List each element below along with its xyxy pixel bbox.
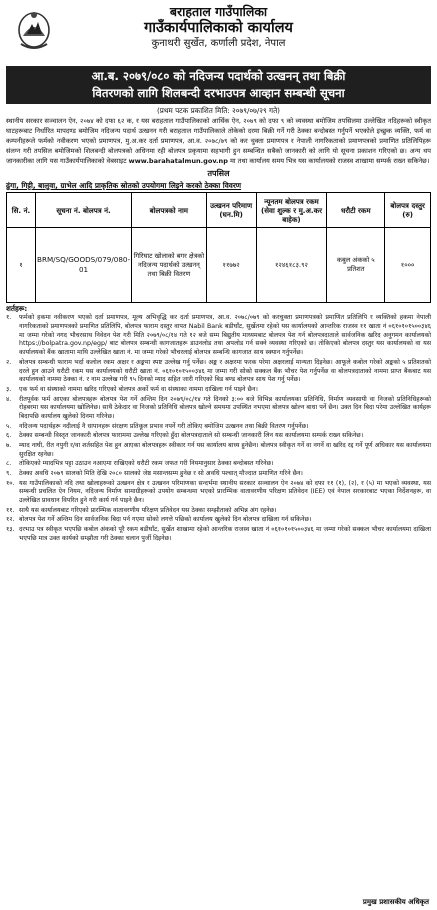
notice-title-line-1: आ.ब. २०७९/०८० को नदिजन्य पदार्थको उत्खनन् तथा बिक्री [91, 69, 346, 83]
list-item [6, 314, 431, 358]
condition-text: बोलपत्र सम्बन्धी फाराम भर्दा कलोल रकम अक्षर र अङ्कमा स्पष्ट उल्लेख गर्नु पर्नेछ। अङ्क र अक्षरमा फरक परेमा अक्षरलाई मान्यता दिइनेछ। आफूले कबोल गरेको अङ्कको ५ प्रतिशतको दरले हुन आउने धरौटी रकम यस कार्यालयको धरौटी खाता नं. ०६१०१०१५००३४६ मा जम्मा गरी सोको सक्कल बैंक भौचर पेश गर्नुपर्नेछ वा बोलपत्रदाताको नाममा प्राप्त बैंकबाट यस कार्यालयको नाममा ठेक्का नं. र नाम उल्लेख गरी ९५ दिनको म्याद सहित जारी गरिएको बिड बण्ड बोलपत्र साथ पेश गर्नु पर्नेछ। [19, 358, 431, 384]
condition-text: फर्मको हकमा नवीकरण भएको दर्ता प्रमाणपत्र, मूल्य अभिवृद्धि कर दर्ता प्रमाणपत्र, आ.व. २०७८/०७९ को करचुक्ता प्रमाणपत्रको प्रमाणित प्रतिलिपि र व्यक्तिको हकमा नेपाली नागरिकताको प्रमाणपत्रको प्रमाणित प्रतिलिपि, बोलपत्र फाराम दस्तुर वापत Nabil Bank बडीघाँट, सुर्खेतमा रहेको यस कार्यालयको आन्तरिक राजस्व ११ खाता नं ०६१०१०१५००३४६ मा जम्मा गरेको नगद भौचरसाथ निवेदन पेश गरी मिति २०७९/०८/१४ गते १२ बजे सम्म बिद्युतीय माध्यमबाट बोलपत्र पेश गर्न बोलपत्रदाताले सार्वजनिक खरिद अनुगमन कार्यालयको https://bolpatra.gov.np/egp/ बाट बोलपत्र सम्बन्धी कागजातहरू डाउनलोड तथा अपलोड गर्न सक्ने व्यवस्था गरिएको छ। तोकिएको बोलपत्र दस्तुर यस कार्यालयको वा यस कार्यालयको बैंक खातामा माथि उल्लेखित खाता नं. मा जम्मा गरेको भौचरलाई बोलपत्र सम्बन्धि कागजात साथ स्क्यान गर्नुपर्नेछ। [19, 314, 431, 357]
cell-amount: १२४६१८३.९२ [256, 228, 327, 303]
list-item [6, 507, 431, 516]
cell-name: गिरिघाट खोलाको बगर क्षेत्रको नदिजन्य पदार्थको उत्खनन् तथा बिक्री वितरण [132, 228, 207, 303]
intro-text: स्थानीय सरकार सञ्चालन ऐन, २०७४ को दफा ६२ क, र यस बराहताल गाउँपालिकाको आर्थिक ऐन, २०७९ को दफा ९ को व्यवस्था बमोजिम तपसिलमा उल्लेखित नदिहरूको स्वीकृत घाटहरूबाट निर्धारित मापदण्ड बमोजिम नदिजन्य पदार्थ उत्खनन गरी बराहताल गाउँपालिकाले तोकेको दरमा बिक्री गर्ने गरी ठेक्का बन्दोबस्त गर्नुपर्ने भएकोले इच्छुक व्यक्ति, फर्म वा कम्पनीहरूले फर्मको नवीकरण भएको प्रमाणपत्र, मु.अ.कर दर्ता प्रमाणपत्र, आ.व. २०७८/७९ को कर चुक्ता प्रमाणपत्र र नेपाली नागरिकताको प्रमाणपत्रको प्रमाणित प्रतिलिपिहरू संलग्न गरी तपसिल बमोजिमको शिलबन्दी बोलपत्रको अधिनमा रही बोलपत्र प्रकृयामा सहभागी हुन सम्बन्धित सबैको जानकारी को लागि यो सूचना प्रकाशन गरिएको छ। अन्य थप जानकारीका लागि यस गाउँकार्यपालिकाको वेबसाइट [6, 117, 431, 165]
table-row [7, 228, 431, 303]
list-item [6, 442, 431, 460]
condition-number: १३. [6, 525, 15, 533]
list-item [6, 526, 431, 544]
nepal-emblem-icon [16, 6, 52, 50]
col-header-code: सूचना नं. बोलपत्र नं. [36, 193, 132, 228]
condition-text: म्याद नाघी, रीत नपुगी र/वा शर्तसहित पेश हुन आएका बोलपत्रहरू स्वीकार गर्न यस कार्यालय बाध्य हुनेछैन। बोलपत्र स्वीकृत गर्ने वा नगर्ने वा खरिद रद्द गर्ने पूर्ण अधिकार यस कार्यालयमा सुरक्षित रहनेछ। [19, 441, 431, 458]
notice-title [6, 66, 431, 104]
schedule-subtitle: ढुंगा, गिट्टी, बालुवा, ग्राभेल आदि प्राकृतिक स्रोतको उपयोगमा लिइने करको ठेक्का विवरण [6, 181, 242, 190]
table-header-row [7, 193, 431, 228]
condition-number: १. [6, 314, 12, 321]
condition-number: ९. [6, 469, 12, 477]
publication-date: (प्रथम पटक प्रकाशित मिति: २०७९/०७/२९ गते) [157, 106, 280, 115]
condition-number: ७. [6, 441, 12, 449]
condition-text: तोकिएको म्यादभित्र पट्टा उठाउन नआएमा राखिएको धरौटी रकम जफत गरी नियमानुसार ठेक्का बन्दोबस्त गरिनेछ। [19, 460, 274, 468]
office-address: कुनाथरी सुर्खेत, कर्णाली प्रदेश, नेपाल [151, 38, 286, 49]
office-name: गाउँकार्यपालिकाको कार्यालय [144, 20, 293, 36]
conditions-title: शर्तहरू: [6, 304, 28, 313]
intro-text-end: मा तथा कार्यालय समय भित्र यस कार्यालयको राजस्व शाखामा सम्पर्क राख्न सकिनेछ। [229, 157, 430, 165]
col-header-fee: बोलपत्र दस्तुर (रु) [385, 193, 431, 228]
condition-number: १०. [6, 479, 15, 487]
condition-text: रीतपूर्वक फर्म आएका बोलपत्रहरू बोलपत्र पेश गर्ने अन्तिम दिन २०७९/०८/१४ गते दिनको ३:०० बजे विभिन्न कार्यालयका प्रतिनिधि, निर्माण व्यवसायी वा निजको प्रतिनिधिहरूको रोहबरमा यस कार्यालयमा खोलिनेछ। साथै ठेकेदार वा निजको प्रतिनिधि बोलपत्र खोल्ने समयमा उपस्थित नभएमा बोलपत्र खोल्न बाधा पर्ने छैन। उक्त दिन बिदा परेमा उल्लेखित कार्यहरू बिदापछि कार्यालय खुलेको दिनमा गरिनेछ। [19, 395, 431, 421]
intro-paragraph [6, 116, 431, 166]
list-item [6, 359, 431, 385]
signoff: प्रमुख प्रशासकीय अधिकृत [362, 898, 429, 906]
col-header-sn: सि. नं. [7, 193, 36, 228]
tender-table [6, 192, 431, 303]
condition-text: यस गाउँपालिकाको नदि तथा खोलाहरूको उत्खनन क्षेत्र र उत्खनन परिमाणका सन्दर्भमा स्थानीय सरकार सञ्चालन ऐन २०७४ को दफा ११ (१), (२), र (५) मा भएको व्यवस्था, यस सम्बन्धी प्रचलित ऐन नियम, नदिजन्य निर्माण सामाग्रीहरूको उपयोग सम्बन्धमा भएको प्रारम्भिक वातावरणीय परिक्षण प्रतिवेदन (IEE) एवं नेपाल सरकारबाट भएका निर्देशनहरू, वा उल्लेखित प्रावधान विपरित हुने गरी कार्य गर्न पाइने छैन। [19, 479, 431, 505]
col-header-qty: उत्खनन परिमाण (घन.मि) [206, 193, 256, 228]
conditions-list [6, 314, 431, 543]
list-item [6, 516, 431, 525]
list-item [6, 480, 431, 506]
condition-number: ५. [6, 422, 12, 430]
col-header-name: बोलपत्रको नाम [132, 193, 207, 228]
condition-number: ११. [6, 506, 15, 514]
notice-title-line-2: वितरणको लागि शिलबन्दी दरभाउपत्र आव्हान सम्बन्धी सूचना [92, 86, 345, 100]
col-header-amount: न्यूनतम बोलपत्र रकम (सेवा शुल्क र मु.अ.कर बाहेक) [256, 193, 327, 228]
condition-number: ३. [6, 385, 12, 393]
list-item [6, 460, 431, 469]
list-item [6, 423, 431, 432]
condition-text: बोलपत्र पेश गर्ने अन्तिम दिन सार्वजनिक बिदा पर्न गएमा सोको लगत्ते पछिको कार्यालय खुलेको दिन बोलपत्र दाखिला गर्न सकिनेछ। [19, 516, 312, 524]
condition-text: नदिजन्य पदार्थहरू नदीलाई नै धापानहरू संरक्षण प्रतिकूल प्रभाव नपर्ने गरी तोकिए बमोजिम उत्खनन तथा बिक्री वितरण गर्नुपर्नेछ। [19, 422, 309, 430]
cell-sn: १ [7, 228, 36, 303]
condition-number: ४. [6, 395, 12, 403]
cell-qty: ११७७२ [206, 228, 256, 303]
list-item [6, 432, 431, 441]
schedule-heading: तपसिल [207, 169, 230, 178]
condition-number: १२. [6, 516, 15, 524]
condition-number: ८. [6, 460, 12, 468]
cell-code: BRM/SQ/GOODS/079/080-01 [36, 228, 132, 303]
condition-text: ठेक्का सम्बन्धी विस्तृत जानकारी बोलपत्र फाराममा उल्लेख गरिएको हुँदा बोलपत्रदाताले सो सम्बन्धी जानकारी लिन यस कार्यालयमा सम्पर्क राख्न सकिनेछ। [19, 432, 364, 440]
condition-text: साथै यस कार्यालयबाट गरिएको प्रारम्भिक वातावरणीय परिक्षण प्रतिवेदन यस ठेक्का सम्झौताको अभिन्न अंग रहनेछ। [19, 506, 277, 514]
list-item [6, 386, 431, 395]
col-header-deposit: धरौटी रकम [327, 193, 385, 228]
cell-deposit: कबुल अंकको ५ प्रतिशत [327, 228, 385, 303]
condition-text: दरभाउ पत्र स्वीकृत भएपछि कबोल अंकको पूरै रकम बडीघाँट, सुर्खेत शाखामा रहेको आन्तरिक राजस्व खाता नं ०६१०१०१५००३४६ मा जम्मा गरेको सक्कल भौचर कार्यालयमा दाखिला भएपछि मात्र उक्त कार्यको सम्झौता गरी ठेक्का चलान पुर्जी दिइनेछ। [19, 525, 431, 542]
list-item [6, 470, 431, 479]
letterhead [6, 0, 431, 66]
cell-fee: १००० [385, 228, 431, 303]
list-item [6, 396, 431, 422]
municipality-name: बराहताल गाउँपालिका [169, 4, 268, 19]
website-link[interactable]: www.barahatalmun.gov.np [128, 157, 228, 165]
condition-text: एक फर्म वा संस्थाको नाममा खरिद गरिएको बोलपत्र अर्को फर्म वा संस्थाका नाममा दाखिला गर्न पाइने छैन। [19, 385, 258, 393]
condition-number: २. [6, 358, 12, 366]
condition-number: ६. [6, 432, 12, 440]
condition-text: ठेक्का अवधि २०७९ सालको मिति देखि २०८० सालको जेष्ठ मसान्तसम्म हुनेछ र सो अवधि पश्चात् मौज्दात प्रमाणित गरिने छैन। [19, 469, 303, 477]
